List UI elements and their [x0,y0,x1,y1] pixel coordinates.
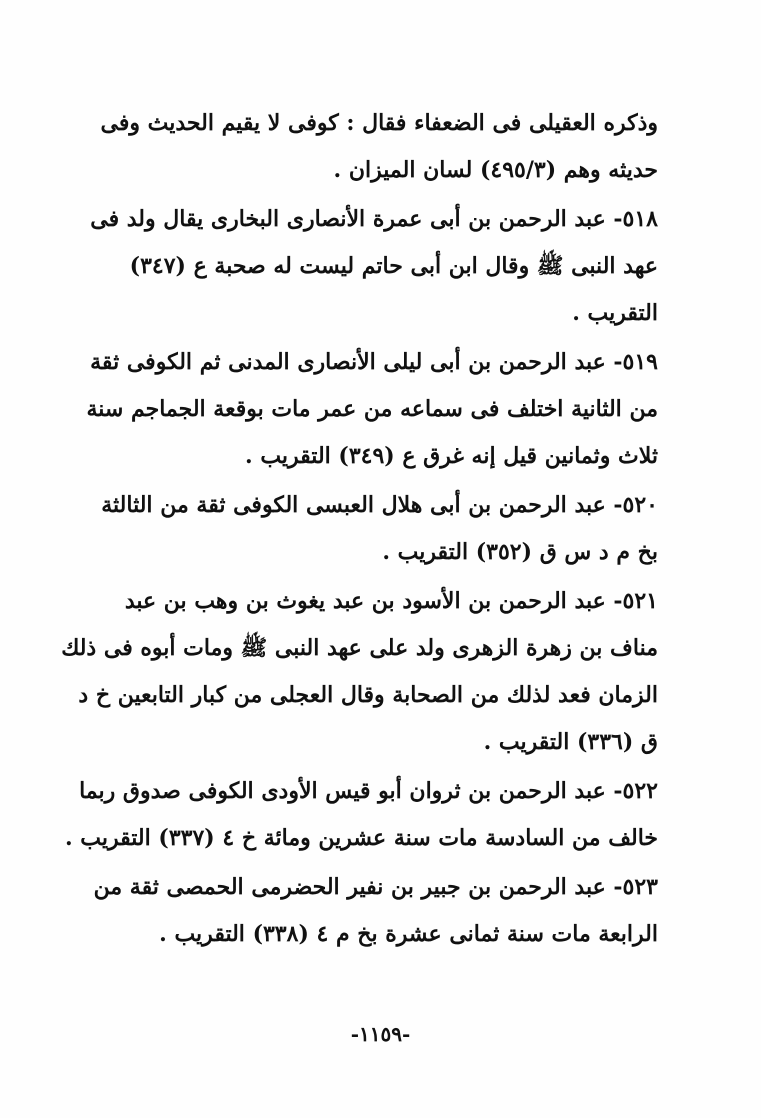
page-number: -١١٥٩- [350,1022,411,1046]
text-line: ثلاث وثمانين قيل إنه غرق ع (٣٤٩) التقريب . [245,443,658,469]
entry-520 [48,482,658,576]
text-line: عهد النبى ﷺ وقال ابن أبى حاتم ليست له صحبة ع (٣٤٧) [129,253,658,279]
text-line: ٥٢٣- عبد الرحمن بن جبير بن نفير الحضرمى الحمصى ثقة من [93,874,658,900]
text-line: ٥٢١- عبد الرحمن بن الأسود بن عبد يغوث بن وهب بن عبد [124,588,658,614]
text-line: حديثه وهم (٤٩٥/٣) لسان الميزان . [333,157,658,183]
text-line: مناف بن زهرة الزهرى ولد على عهد النبى ﷺ ومات أبوه فى ذلك [61,635,658,661]
intro-paragraph [48,100,658,194]
entry-519 [48,339,658,480]
text-line: التقريب . [572,300,658,326]
text-line: بخ م د س ق (٣٥٢) التقريب . [382,539,658,565]
entry-523 [48,864,658,958]
text-line: ٥٢٠- عبد الرحمن بن أبى هلال العبسى الكوفى ثقة من الثالثة [101,492,658,518]
text-line: ق (٣٣٦) التقريب . [483,729,658,755]
text-line: الزمان فعد لذلك من الصحابة وقال العجلى من كبار التابعين خ د [78,682,658,708]
main-text [48,100,658,958]
text-line: ٥١٨- عبد الرحمن بن أبى عمرة الأنصارى البخارى يقال ولد فى [90,206,658,232]
entry-521 [48,578,658,766]
text-line: ٥١٩- عبد الرحمن بن أبى ليلى الأنصارى المدنى ثم الكوفى ثقة [90,349,658,375]
entry-518 [48,196,658,337]
text-line: من الثانية اختلف فى سماعه من عمر مات بوقعة الجماجم سنة [86,396,658,422]
entry-522 [48,768,658,862]
text-line: وذكره العقيلى فى الضعفاء فقال : كوفى لا يقيم الحديث وفى [100,110,658,136]
text-line: خالف من السادسة مات سنة عشرين ومائة خ ٤ (٣٣٧) التقريب . [64,825,658,851]
text-line: الرابعة مات سنة ثمانى عشرة بخ م ٤ (٣٣٨) التقريب . [159,921,658,947]
text-line: ٥٢٢- عبد الرحمن بن ثروان أبو قيس الأودى الكوفى صدوق ربما [79,778,658,804]
